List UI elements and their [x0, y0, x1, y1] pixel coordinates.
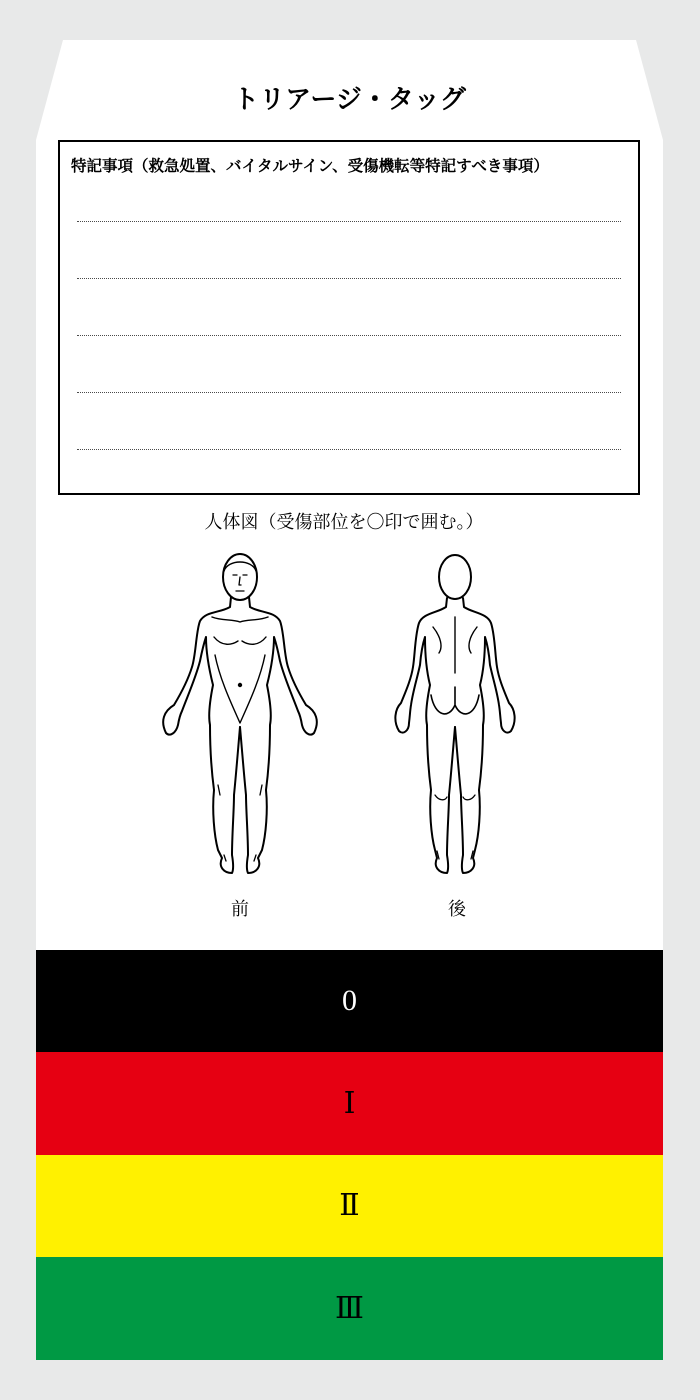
triage-band-label: 0 [342, 984, 357, 1017]
note-line [77, 278, 621, 279]
triage-band-yellow [36, 1155, 663, 1257]
triage-band-label: Ⅱ [339, 1189, 360, 1222]
note-line [77, 449, 621, 450]
back-figure-caption: 後 [448, 899, 466, 920]
triage-band-label: Ⅰ [343, 1086, 356, 1120]
note-line [77, 335, 621, 336]
tag-title: トリアージ・タッグ [233, 85, 466, 115]
triage-band-black [36, 950, 663, 1052]
front-figure-caption: 前 [231, 899, 249, 920]
triage-band-label: Ⅲ [335, 1291, 364, 1325]
special-notes-label: 特記事項（救急処置、バイタルサイン、受傷機転等特記すべき事項） [71, 157, 549, 175]
note-line [77, 392, 621, 393]
special-notes-box [58, 140, 640, 495]
body-chart-label: 人体図（受傷部位を〇印で囲む。） [204, 512, 484, 533]
triage-band-green [36, 1257, 663, 1360]
triage-band-red [36, 1052, 663, 1155]
note-line [77, 221, 621, 222]
